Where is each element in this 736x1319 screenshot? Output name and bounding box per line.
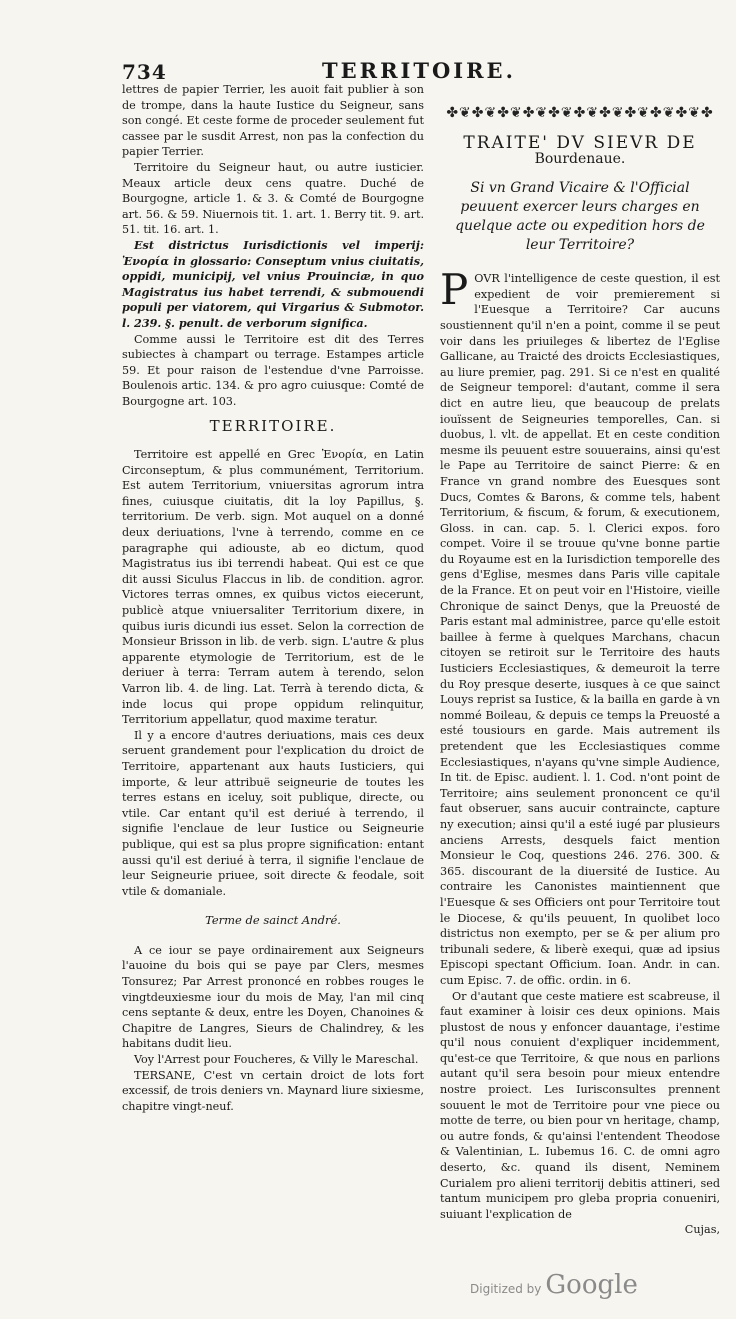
paragraph: Comme aussi le Territoire est dit des Terres subiectes à champart ou terrage. Estampes article 59. Et pour raison de l'estendue d'vne Parroisse. Boulenois artic. 134. & pro agro cuiusque: Comté de Bourgogne art. 103. (122, 332, 424, 408)
paragraph: Territoire du Seigneur haut, ou autre iusticier. Meaux article deux cens quatre. Duché de Bourgogne, article 1. & 3. & Comté de Bourgogne art. 56. & 59. Niuernois tit. 1. art. 1. Berry tit. 9. art. 51. tit. 16. art. 1. (122, 160, 424, 237)
paragraph (440, 265, 721, 988)
google-watermark (470, 1270, 638, 1300)
paragraph: Il y a encore d'autres deriuations, mais ces deux seruent grandement pour l'explication du droict de Territoire, appartenant aux hauts Iusticiers, qui importe, & leur attribuë seigneurie de toutes les terres estans en iceluy, soit publique, directe, ou vtile. Car entant qu'il est deriué à terrendo, il signifie l'enclaue de leur Iustice ou Seigneurie publique, qui est sa plus propre signification: entant aussi qu'il est deriué à terra, il signifie l'enclaue de leur Seigneurie priuee, soit directe & feodale, soit vtile & domaniale. (122, 728, 424, 898)
running-title: TERRITOIRE. (322, 58, 516, 83)
drop-cap: P (440, 265, 469, 315)
latin-definition: Est districtus Iurisdictionis vel imperij: Ἐνορία in glossario: Conseptum vnius ciuitatis, oppidi, municipij, vel vnius Prouinciæ, in quo Magistratus ius habet terrendi, & submouendi populi per viatorem, qui Virgarius & Submotor. l. 239. §. penult. de verborum significa. (122, 237, 424, 330)
page-header (122, 60, 546, 84)
treatise-question: Si vn Grand Vicaire & l'Official peuuent exercer leurs charges en quelque acte ou expedition hors de leur Territoire? (455, 180, 705, 254)
paragraph: Territoire est appellé en Grec Ἐνορία, en Latin Circonseptum, & plus communément, Territorium. Est autem Territorium, vniuersitas agrorum intra fines, cuiusque ciuitatis, dit la loy Papillus, §. territorium. De verb. sign. Mot auquel on a donné deux deriuations, l'vne à terrendo, comme en ce paragraphe qui adiouste, ab eo dictum, quod Magistratus ius ibi terrendi habeat. Qui est ce que dit aussi Siculus Flaccus in lib. de condition. agror. Victores terras omnes, ex quibus victos eiecerunt, publicè atque vniuersaliter Territorium dixere, in quibus iuris dicundi ius esset. Selon la correction de Monsieur Brisson in lib. de verb. sign. L'autre & plus apparente etymologie de Territorium, est de le deriuer à terra: Terram autem à terendo, selon Varron lib. 4. de ling. Lat. Terrà à terendo dicta, & inde locus qui prope oppidum relinquitur, Territorium appellatur, quod maxime teratur. (122, 448, 424, 727)
right-column (440, 100, 720, 1238)
google-logo: Google (545, 1270, 638, 1300)
ornament-band: ✤❦✤❦✤❦✤❦✤❦✤❦✤❦✤❦✤❦✤❦✤ (446, 105, 714, 121)
page-number: 734 (122, 60, 167, 84)
watermark-prefix: Digitized by (470, 1282, 542, 1296)
entry-tersane: TERSANE, C'est vn certain droict de lots fort excessif, de trois deniers vn. Maynard liure sixiesme, chapitre vingt-neuf. (122, 1068, 424, 1113)
paragraph: A ce iour se paye ordinairement aux Seigneurs l'auoine du bois qui se paye par Clers, mesmes Tonsurez; Par Arrest prononcé en robbes rouges le vingtdeuxiesme iour du mois de May, l'an mil cinq cens septante & deux, entre les Doyen, Chanoines & Chapitre de Langres, Sieurs de Chalindrey, & les habitans dudit lieu. (122, 943, 424, 1051)
section-heading: TERRITOIRE. (209, 417, 337, 436)
subheading: Terme de sainct André. (205, 913, 341, 928)
paragraph: lettres de papier Terrier, les auoit fait publier à son de trompe, dans la haute Iustice du Seigneur, sans son congé. Et ceste forme de proceder seulement fut cassee par le susdit Arrest, non pas la confection du papier Terrier. (122, 83, 424, 159)
paragraph: Voy l'Arrest pour Foucheres, & Villy le Mareschal. (134, 1053, 419, 1067)
left-column (122, 82, 424, 1114)
catchword: Cujas, (684, 1223, 720, 1237)
paragraph-text: OVR l'intelligence de ceste question, il est expedient de voir premierement si l'Euesque a Territoire? Car aucuns soustiennent qu'il n'en a point, comme il se peut voir dans les priuileges & libertez de l'Eglise Gallicane, au Traicté des droicts Ecclesiastiques, au liure premier, pag. 291. Si ce n'est en qualité de Seigneur temporel: d'autant, comme il sera dict en autre lieu, que beaucoup de prelats iouïssent de Seigneuries temporelles, Can. si duobus, l. vlt. de appellat. Et en ceste condition mesme ils peuuent estre souuerains, ainsi qu'est le Pape au Territoire de sainct Pierre: & en France vn grand nombre des Euesques sont Ducs, Comtes & Barons, & comme tels, habent Territorium, & fiscum, & forum, & executionem, Gloss. in can. cap. 5. l. Clerici expos. foro compet. Voire il se trouue qu'vne bonne partie du Royaume est en la Iurisdiction temporelle des gens d'Eglise, mesmes dans Paris ville capitale de la France. Et on peut voir en l'Histoire, vieille Chronique de sainct Denys, que la Preuosté de Paris estant mal administree, parce qu'elle estoit baillee à ferme à quelques Marchans, chacun citoyen se retiroit sur le Territoire des hauts Iusticiers Ecclesiastiques, & demeuroit la terre du Roy presque deserte, iusques à ce que sainct Louys reprist sa Iustice, & la bailla en garde à vn nommé Boileau, & depuis ce temps la Preuosté a esté tousiours en garde. Mais autrement ils pretendent que les Ecclesiastiques comme Ecclesiastiques, n'ayans qu'vne simple Audience, In tit. de Episc. audient. l. 1. Cod. n'ont point de Territoire; ains seulement prononcent ce qu'il faut obseruer, sans aucuir contraincte, capture ny execution; ainsi qu'il a esté iugé par plusieurs anciens Arrests, desquels faict mention Monsieur le Coq, questions 246. 276. 300. & 365. discourant de la diuersité de Iustice. Au contraire les Canonistes maintiennent que l'Euesque & ses Officiers ont pour Territoire tout le Diocese, & qu'ils peuuent, In quolibet loco districtus non exempto, per se & per alium pro tribunali sedere, & liberè exequi, quæ ad ipsius Episcopi spectant Officium. Ioan. Andr. in can. cum Episc. 7. de offic. ordin. in 6. (440, 272, 721, 987)
treatise-title: TRAITE' DV SIEVR DE (463, 133, 697, 153)
treatise-author: Bourdenaue. (534, 150, 626, 167)
paragraph: Or d'autant que ceste matiere est scabreuse, il faut examiner à loisir ces deux opinions. Mais plustost de nous y enfoncer dauantage, i'estime qu'il nous conuient d'expliquer incidemment, qu'est-ce que Territoire, & que nous en parlions autant qu'il sera besoin pour mieux entendre nostre proiect. Les Iurisconsultes prennent souuent le mot de Territoire pour vne piece ou motte de terre, ou bien pour vn heritage, champ, ou autre fonds, & qu'ainsi l'entendent Theodose & Valentinian, L. Iubemus 16. C. de omni agro deserto, &c. quand ils disent, Neminem Curialem pro alieni territorij debitis attineri, sed tantum municipem pro gleba propria conueniri, suiuant l'explication de (440, 989, 720, 1221)
